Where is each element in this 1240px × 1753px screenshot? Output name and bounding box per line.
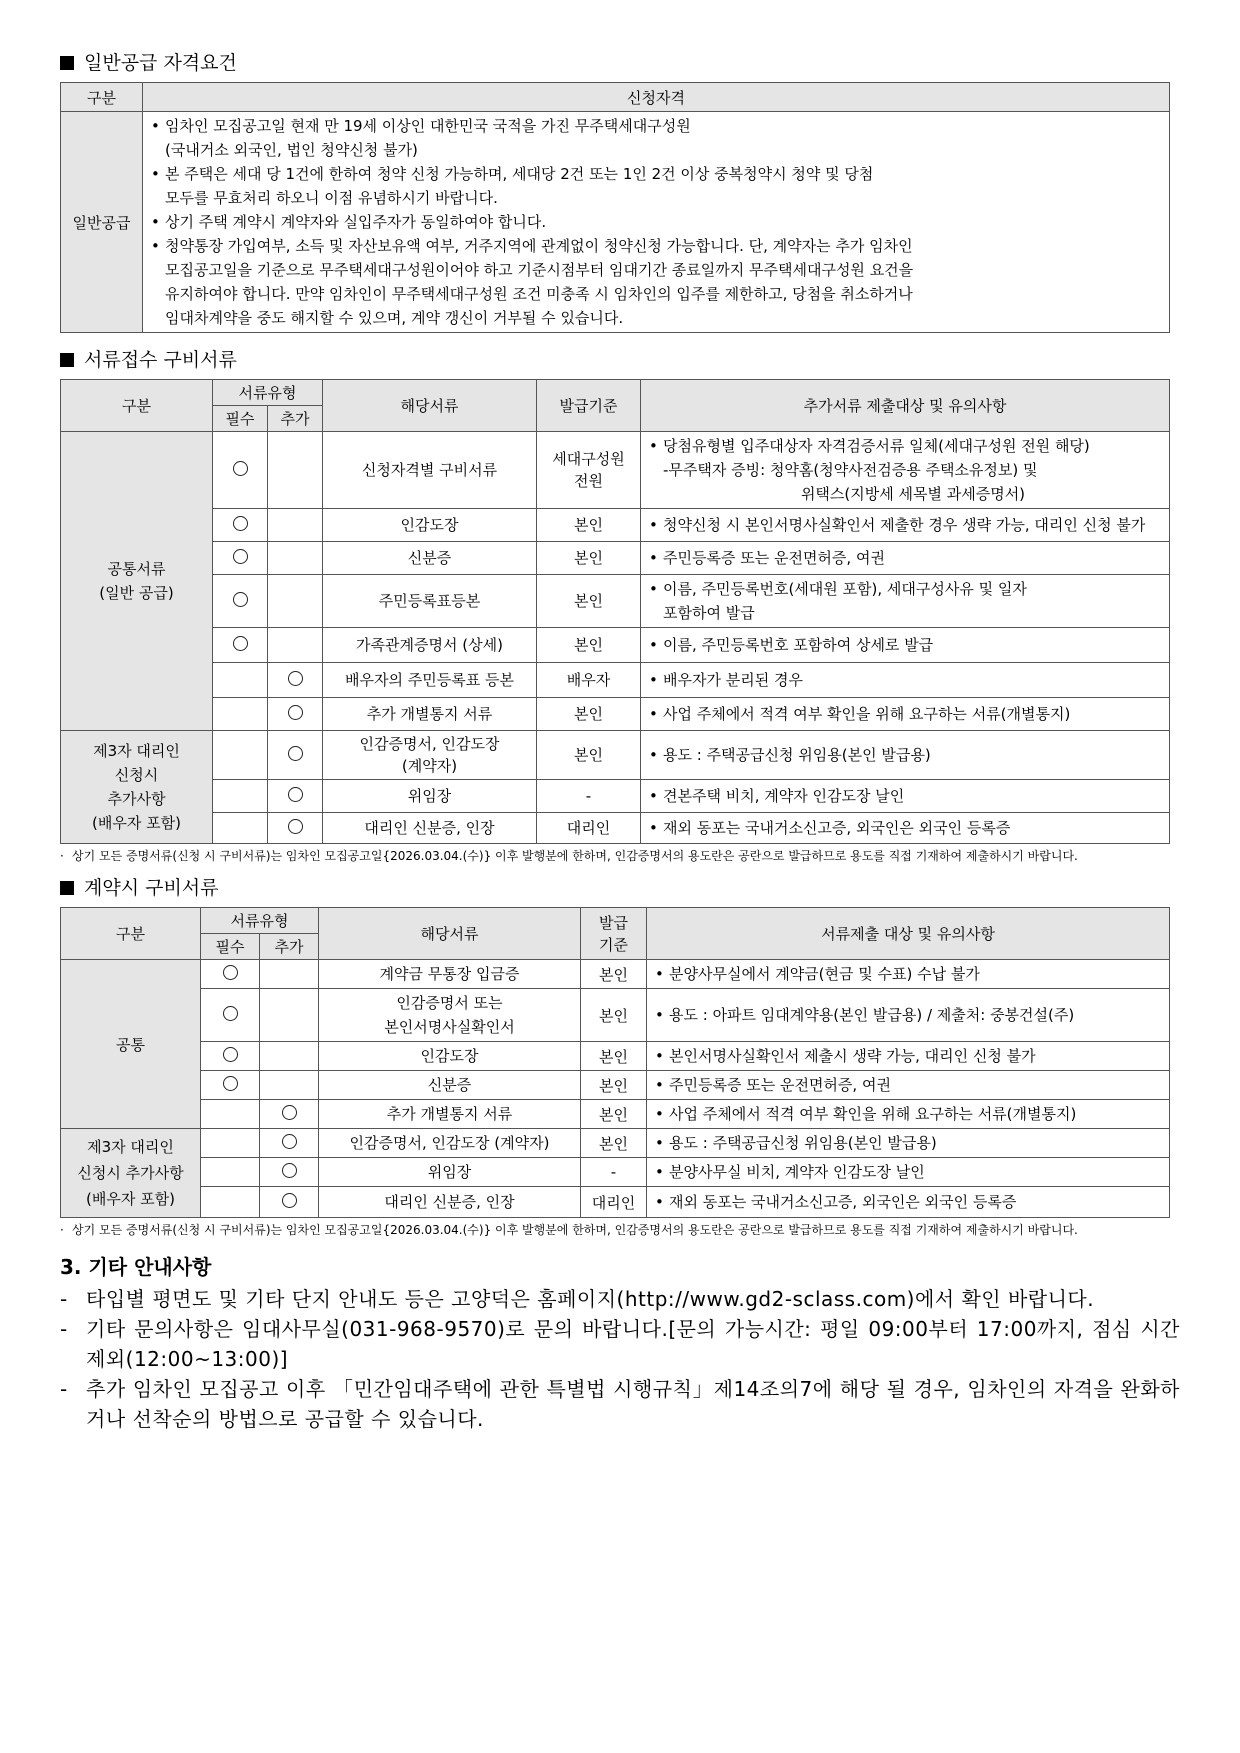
info-item: - 기타 문의사항은 임대사무실(031-968-9570)로 문의 바랍니다.[문의 가능시간: 평일 09:00부터 17:00까지, 점심 시간 제외(12:00~13:00)] — [60, 1314, 1180, 1374]
document-cell: 신분증 — [323, 542, 537, 575]
qualification-item: • 본 주택은 세대 당 1건에 한하여 청약 신청 가능하며, 세대당 2건 또는 1인 2건 이상 중복청약시 청약 및 당첨 모두를 무효처리 하오니 이점 유념하시기 바랍니다. — [151, 162, 1167, 210]
required-cell — [213, 731, 268, 780]
notes-cell: • 용도 : 주택공급신청 위임용(본인 발급용) — [647, 1129, 1170, 1158]
required-cell — [201, 960, 260, 989]
additional-cell — [260, 1042, 319, 1071]
bullet-icon: • — [649, 549, 658, 567]
notes-cell: • 배우자가 분리된 경우 — [641, 663, 1170, 698]
contract-docs-footnote: · 상기 모든 증명서류(신청 시 구비서류)는 임차인 모집공고일{2026.03.04.(수)} 이후 발행분에 한하며, 인감증명서의 용도란은 공란으로 발급하므로 용도를 직접 기재하여 제출하시기 바랍니다. — [60, 1223, 1078, 1237]
issuer-cell: 본인 — [581, 960, 647, 989]
circle-mark-icon — [288, 787, 303, 802]
document-cell: 인감증명서, 인감도장 (계약자) — [323, 731, 537, 780]
bullet-icon: • — [655, 1163, 664, 1181]
additional-cell — [260, 989, 319, 1042]
additional-cell — [260, 1187, 319, 1218]
info-item: - 추가 임차인 모집공고 이후 「민간임대주택에 관한 특별법 시행규칙」제14조의7에 해당 될 경우, 임차인의 자격을 완화하거나 선착순의 방법으로 공급할 수 있습니다. — [60, 1374, 1180, 1434]
header-additional: 추가 — [260, 934, 319, 960]
group-label-common: 공통서류 (일반 공급) — [61, 432, 213, 731]
issuer-cell: 본인 — [537, 698, 641, 731]
square-bullet-icon — [60, 881, 74, 895]
required-cell — [213, 813, 268, 844]
document-cell: 위임장 — [323, 780, 537, 813]
dash-bullet-icon: - — [60, 1287, 68, 1311]
bullet-icon: • — [649, 437, 658, 455]
document-cell: 인감도장 — [323, 509, 537, 542]
additional-cell — [268, 628, 323, 663]
issuer-cell: - — [537, 780, 641, 813]
required-cell — [213, 542, 268, 575]
required-cell — [213, 575, 268, 628]
header-gubun: 구분 — [61, 83, 143, 112]
additional-cell — [268, 432, 323, 509]
additional-cell — [260, 960, 319, 989]
issuer-cell: 세대구성원 전원 — [537, 432, 641, 509]
dash-bullet-icon: - — [60, 1317, 68, 1341]
required-cell — [201, 1187, 260, 1218]
group-label-common: 공통 — [61, 960, 201, 1129]
header-qualification: 신청자격 — [143, 83, 1170, 112]
issuer-cell: 본인 — [537, 731, 641, 780]
bullet-icon: • — [649, 705, 658, 723]
document-cell: 위임장 — [319, 1158, 581, 1187]
header-document: 해당서류 — [323, 380, 537, 432]
table-row — [61, 509, 1170, 542]
table-row — [61, 1129, 1170, 1158]
table-row — [61, 1071, 1170, 1100]
qualification-list — [143, 112, 1170, 333]
qualification-item: • 임차인 모집공고일 현재 만 19세 이상인 대한민국 국적을 가진 무주택세대구성원 (국내거소 외국인, 법인 청약신청 불가) — [151, 114, 1167, 162]
required-cell — [213, 663, 268, 698]
bullet-icon: • — [649, 671, 658, 689]
header-doc-type: 서류유형 — [213, 380, 323, 406]
notes-cell: • 재외 동포는 국내거소신고증, 외국인은 외국인 등록증 — [641, 813, 1170, 844]
circle-mark-icon — [233, 636, 248, 651]
document-cell: 인감증명서 또는 본인서명사실확인서 — [319, 989, 581, 1042]
header-additional: 추가 — [268, 406, 323, 432]
table-row — [61, 989, 1170, 1042]
contract-docs-table — [60, 907, 1170, 1218]
document-cell: 가족관계증명서 (상세) — [323, 628, 537, 663]
document-cell: 배우자의 주민등록표 등본 — [323, 663, 537, 698]
notes-cell: • 당첨유형별 입주대상자 자격검증서류 일체(세대구성원 전원 해당) -무주택자 증빙: 청약홈(청약사전검증용 주택소유정보) 및 위택스(지방세 세목별 과세증명서) — [641, 432, 1170, 509]
circle-mark-icon — [288, 671, 303, 686]
additional-cell — [268, 698, 323, 731]
header-gubun: 구분 — [61, 908, 201, 960]
section-title-general-supply: 일반공급 자격요건 — [60, 50, 1180, 76]
table-row — [61, 731, 1170, 780]
issuer-cell: 본인 — [537, 509, 641, 542]
application-docs-table — [60, 379, 1170, 844]
table-row — [61, 813, 1170, 844]
header-gubun: 구분 — [61, 380, 213, 432]
circle-mark-icon — [282, 1105, 297, 1120]
application-docs-footnote: · 상기 모든 증명서류(신청 시 구비서류)는 임차인 모집공고일{2026.03.04.(수)} 이후 발행분에 한하며, 인감증명서의 용도란은 공란으로 발급하므로 용도를 직접 기재하여 제출하시기 바랍니다. — [60, 849, 1078, 863]
bullet-icon: • — [649, 516, 658, 534]
issuer-cell: 본인 — [581, 1129, 647, 1158]
circle-mark-icon — [233, 461, 248, 476]
general-supply-table — [60, 82, 1170, 333]
issuer-cell: 본인 — [581, 1100, 647, 1129]
circle-mark-icon — [223, 1006, 238, 1021]
required-cell — [201, 1158, 260, 1187]
table-row — [61, 542, 1170, 575]
required-cell — [201, 1129, 260, 1158]
notes-cell: • 주민등록증 또는 운전면허증, 여권 — [641, 542, 1170, 575]
qualification-item: • 상기 주택 계약시 계약자와 실입주자가 동일하여야 합니다. — [151, 210, 1167, 234]
additional-cell — [268, 780, 323, 813]
required-cell — [201, 1071, 260, 1100]
notes-cell: • 이름, 주민등록번호(세대원 포함), 세대구성사유 및 일자 포함하여 발급 — [641, 575, 1170, 628]
table-row — [61, 1187, 1170, 1218]
bullet-icon: • — [655, 1105, 664, 1123]
issuer-cell: 배우자 — [537, 663, 641, 698]
notes-cell: • 청약신청 시 본인서명사실확인서 제출한 경우 생략 가능, 대리인 신청 불가 — [641, 509, 1170, 542]
bullet-icon: • — [151, 117, 160, 135]
bullet-icon: • — [649, 636, 658, 654]
issuer-cell: 본인 — [537, 575, 641, 628]
table-row — [61, 1100, 1170, 1129]
issuer-cell: 대리인 — [581, 1187, 647, 1218]
document-cell: 추가 개별통지 서류 — [323, 698, 537, 731]
table-row — [61, 780, 1170, 813]
header-issuer: 발급 기준 — [581, 908, 647, 960]
notes-cell: • 사업 주체에서 적격 여부 확인을 위해 요구하는 서류(개별통지) — [647, 1100, 1170, 1129]
document-cell: 대리인 신분증, 인장 — [323, 813, 537, 844]
required-cell — [213, 432, 268, 509]
required-cell — [201, 1042, 260, 1071]
row-label-general: 일반공급 — [61, 112, 143, 333]
bullet-icon: • — [655, 1134, 664, 1152]
issuer-cell: 본인 — [581, 1042, 647, 1071]
bullet-icon: • — [655, 1193, 664, 1211]
additional-cell — [268, 663, 323, 698]
table-row — [61, 432, 1170, 509]
notes-cell: • 사업 주체에서 적격 여부 확인을 위해 요구하는 서류(개별통지) — [641, 698, 1170, 731]
dash-bullet-icon: - — [60, 1377, 68, 1401]
section-title-contract-docs: 계약시 구비서류 — [60, 875, 1180, 901]
notes-cell: • 견본주택 비치, 계약자 인감도장 날인 — [641, 780, 1170, 813]
bullet-icon: • — [655, 1076, 664, 1094]
circle-mark-icon — [288, 746, 303, 761]
section-title-other-info: 3. 기타 안내사항 — [60, 1255, 212, 1279]
additional-cell — [260, 1158, 319, 1187]
circle-mark-icon — [282, 1193, 297, 1208]
header-document: 해당서류 — [319, 908, 581, 960]
square-bullet-icon — [60, 353, 74, 367]
document-cell: 인감증명서, 인감도장 (계약자) — [319, 1129, 581, 1158]
notes-cell: • 용도 : 주택공급신청 위임용(본인 발급용) — [641, 731, 1170, 780]
table-row — [61, 628, 1170, 663]
qualification-item: • 청약통장 가입여부, 소득 및 자산보유액 여부, 거주지역에 관계없이 청약신청 가능합니다. 단, 계약자는 추가 임차인 모집공고일을 기준으로 무주택세대구성원이어야 하고 기준시점부터 임대기간 종료일까지 무주택세대구성원 요건을 유지하여야 합니다. 만약 임차인이 무주택세대구성원 조건 미충족 시 임차인의 입주를 제한하고, 당첨을 취소하거나 임대차계약을 중도 해지할 수 있으며, 계약 갱신이 거부될 수 있습니다. — [151, 234, 1167, 330]
issuer-cell: 본인 — [581, 989, 647, 1042]
circle-mark-icon — [223, 965, 238, 980]
notes-cell: • 본인서명사실확인서 제출시 생략 가능, 대리인 신청 불가 — [647, 1042, 1170, 1071]
bullet-icon: • — [151, 165, 160, 183]
circle-mark-icon — [233, 516, 248, 531]
document-cell: 계약금 무통장 입금증 — [319, 960, 581, 989]
notes-cell: • 분양사무실 비치, 계약자 인감도장 날인 — [647, 1158, 1170, 1187]
additional-cell — [268, 509, 323, 542]
bullet-icon: • — [655, 965, 664, 983]
table-row — [61, 1042, 1170, 1071]
required-cell — [213, 698, 268, 731]
issuer-cell: 본인 — [581, 1071, 647, 1100]
document-cell: 신분증 — [319, 1071, 581, 1100]
circle-mark-icon — [282, 1134, 297, 1149]
document-cell: 신청자격별 구비서류 — [323, 432, 537, 509]
other-info-list — [60, 1284, 1180, 1434]
bullet-icon: • — [655, 1006, 664, 1024]
table-row — [61, 663, 1170, 698]
document-cell: 인감도장 — [319, 1042, 581, 1071]
square-bullet-icon — [60, 56, 74, 70]
table-row — [61, 575, 1170, 628]
notes-cell: • 용도 : 아파트 임대계약용(본인 발급용) / 제출처: 중봉건설(주) — [647, 989, 1170, 1042]
additional-cell — [268, 542, 323, 575]
section-title-application-docs: 서류접수 구비서류 — [60, 347, 1180, 373]
required-cell — [201, 1100, 260, 1129]
required-cell — [213, 628, 268, 663]
notes-cell: • 이름, 주민등록번호 포함하여 상세로 발급 — [641, 628, 1170, 663]
bullet-icon: • — [649, 580, 658, 598]
required-cell — [201, 989, 260, 1042]
header-issuer: 발급기준 — [537, 380, 641, 432]
issuer-cell: 본인 — [537, 628, 641, 663]
additional-cell — [260, 1071, 319, 1100]
bullet-icon: • — [649, 819, 658, 837]
issuer-cell: - — [581, 1158, 647, 1187]
header-required: 필수 — [213, 406, 268, 432]
additional-cell — [260, 1129, 319, 1158]
document-cell: 추가 개별통지 서류 — [319, 1100, 581, 1129]
table-row — [61, 1158, 1170, 1187]
group-label-proxy: 제3자 대리인 신청시 추가사항 (배우자 포함) — [61, 731, 213, 844]
header-doc-type: 서류유형 — [201, 908, 319, 934]
document-cell: 대리인 신분증, 인장 — [319, 1187, 581, 1218]
bullet-icon: • — [649, 787, 658, 805]
notes-cell: • 분양사무실에서 계약금(현금 및 수표) 수납 불가 — [647, 960, 1170, 989]
header-required: 필수 — [201, 934, 260, 960]
issuer-cell: 본인 — [537, 542, 641, 575]
issuer-cell: 대리인 — [537, 813, 641, 844]
group-label-proxy: 제3자 대리인 신청시 추가사항 (배우자 포함) — [61, 1129, 201, 1218]
required-cell — [213, 509, 268, 542]
circle-mark-icon — [282, 1163, 297, 1178]
circle-mark-icon — [223, 1047, 238, 1062]
additional-cell — [268, 813, 323, 844]
circle-mark-icon — [288, 705, 303, 720]
info-item: - 타입별 평면도 및 기타 단지 안내도 등은 고양덕은 홈페이지(http://www.gd2-sclass.com)에서 확인 바랍니다. — [60, 1284, 1180, 1314]
bullet-icon: • — [655, 1047, 664, 1065]
additional-cell — [260, 1100, 319, 1129]
circle-mark-icon — [233, 549, 248, 564]
bullet-icon: • — [151, 237, 160, 255]
circle-mark-icon — [223, 1076, 238, 1091]
header-notes: 추가서류 제출대상 및 유의사항 — [641, 380, 1170, 432]
table-row — [61, 698, 1170, 731]
circle-mark-icon — [233, 592, 248, 607]
bullet-icon: • — [649, 746, 658, 764]
additional-cell — [268, 575, 323, 628]
circle-mark-icon — [288, 819, 303, 834]
table-row — [61, 960, 1170, 989]
additional-cell — [268, 731, 323, 780]
document-page — [60, 50, 1180, 1434]
required-cell — [213, 780, 268, 813]
notes-cell: • 재외 동포는 국내거소신고증, 외국인은 외국인 등록증 — [647, 1187, 1170, 1218]
header-notes: 서류제출 대상 및 유의사항 — [647, 908, 1170, 960]
bullet-icon: • — [151, 213, 160, 231]
document-cell: 주민등록표등본 — [323, 575, 537, 628]
notes-cell: • 주민등록증 또는 운전면허증, 여권 — [647, 1071, 1170, 1100]
